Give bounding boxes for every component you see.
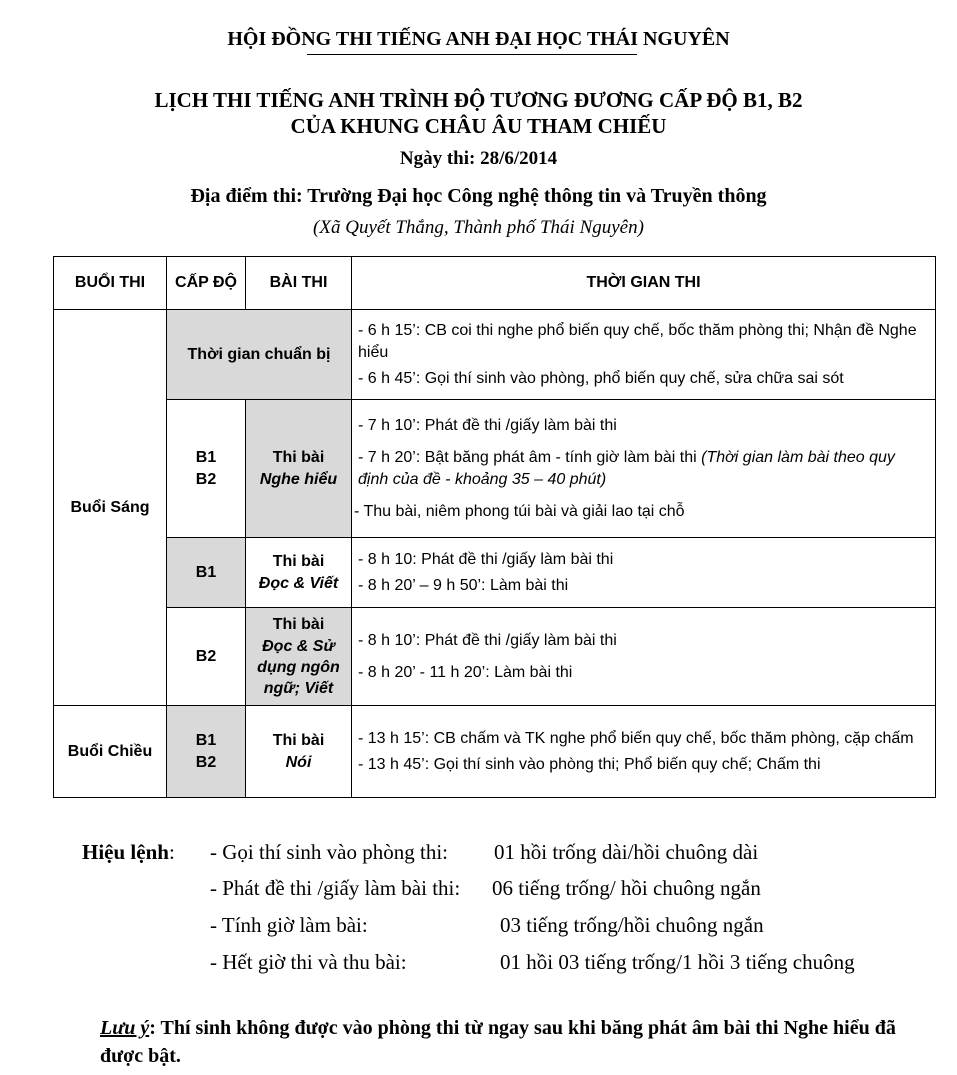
test-name-line-2: Đọc & Viết	[258, 574, 339, 592]
speaking-level	[167, 706, 246, 798]
prep-label-text: Thời gian chuẩn bị	[187, 345, 331, 363]
table-row	[54, 310, 936, 400]
reading-b1-level: B1	[167, 538, 246, 608]
signal-value-4: 01 hồi 03 tiếng trống/1 hồi 3 tiếng chuông	[500, 950, 855, 974]
listening-time-1: - 7 h 10’: Phát đề thi /giấy làm bài thi	[358, 416, 617, 434]
speaking-time-2: - 13 h 45’: Gọi thí sinh vào phòng thi; Phổ biến quy chế; Chấm thi	[358, 755, 821, 773]
listening-time-2-text: - 7 h 20’: Bật băng phát âm - tính giờ làm bài thi	[358, 448, 702, 466]
listening-test	[246, 400, 352, 538]
listening-time-3: - Thu bài, niêm phong túi bài và giải lao tại chỗ	[354, 502, 685, 520]
schedule-table	[53, 256, 936, 798]
signals-label-colon: :	[168, 840, 175, 864]
test-name-line-2: Nghe hiểu	[259, 470, 338, 488]
signal-action-3: - Tính giờ làm bài:	[210, 913, 368, 937]
prep-time-1: - 6 h 15’: CB coi thi nghe phổ biến quy chế, bốc thăm phòng thi; Nhận đề Nghe hiểu	[358, 321, 917, 361]
schedule-title-line-1: LỊCH THI TIẾNG ANH TRÌNH ĐỘ TƯƠNG ĐƯƠNG CẤP ĐỘ B1, B2	[154, 88, 803, 112]
signal-action-1: - Gọi thí sinh vào phòng thi:	[210, 840, 448, 864]
level-b2: B2	[195, 470, 217, 488]
note-label: Lưu ý	[100, 1017, 150, 1039]
level-b1: B1	[195, 448, 217, 466]
table-row	[54, 706, 936, 798]
listening-time-2-note: (Thời gian làm bài theo quy định của đề - khoảng 35 – 40 phút)	[358, 448, 895, 488]
note-text: Thí sinh không được vào phòng thi từ ngay sau khi băng phát âm bài thi Nghe hiểu đã được bật.	[100, 1017, 896, 1067]
signals-label-text: Hiệu lệnh	[82, 840, 169, 864]
signal-value-2: 06 tiếng trống/ hồi chuông ngắn	[492, 876, 761, 900]
table-row	[54, 538, 936, 608]
test-name-line-2: Nói	[285, 753, 312, 771]
speaking-test	[246, 706, 352, 798]
signal-value-1: 01 hồi trống dài/hồi chuông dài	[494, 840, 759, 864]
note-colon: :	[149, 1017, 161, 1039]
note	[100, 1014, 900, 1070]
header-session: BUỔI THI	[54, 257, 167, 310]
reading-b1-time-2: - 8 h 20’ – 9 h 50’: Làm bài thi	[358, 576, 569, 594]
level-b2: B2	[195, 753, 217, 771]
reading-b2-times	[352, 608, 936, 706]
venue-address: (Xã Quyết Thắng, Thành phố Thái Nguyên)	[313, 217, 644, 238]
speaking-times	[352, 706, 936, 798]
session-afternoon: Buổi Chiều	[54, 706, 167, 798]
table-header-row	[54, 257, 936, 310]
reading-b1-times	[352, 538, 936, 608]
level-b1: B1	[195, 731, 217, 749]
header-time: THỜI GIAN THI	[352, 257, 936, 310]
reading-b2-time-1: - 8 h 10’: Phát đề thi /giấy làm bài thi	[358, 631, 617, 649]
reading-b1-test	[246, 538, 352, 608]
reading-b2-test	[246, 608, 352, 706]
test-name-line-1: Thi bài	[272, 731, 325, 749]
header-test: BÀI THI	[246, 257, 352, 310]
test-name-line-1: Thi bài	[272, 616, 325, 633]
table-row	[54, 400, 936, 538]
table-row	[54, 608, 936, 706]
signals-label	[82, 840, 175, 865]
signal-action-2: - Phát đề thi /giấy làm bài thi:	[210, 876, 461, 900]
schedule-title-line-2: CỦA KHUNG CHÂU ÂU THAM CHIẾU	[290, 114, 667, 138]
listening-level	[167, 400, 246, 538]
reading-b2-level: B2	[167, 608, 246, 706]
session-morning: Buổi Sáng	[54, 310, 167, 706]
signal-value-3: 03 tiếng trống/hồi chuông ngắn	[500, 913, 764, 937]
speaking-time-1: - 13 h 15’: CB chấm và TK nghe phổ biến quy chế, bốc thăm phòng, cặp chấm	[358, 729, 914, 747]
organization-title: HỘI ĐỒNG THI TIẾNG ANH ĐẠI HỌC THÁI NGUYÊN	[227, 28, 730, 50]
prep-label	[167, 310, 352, 400]
header-level: CẤP ĐỘ	[167, 257, 246, 310]
reading-b2-time-2: - 8 h 20’ - 11 h 20’: Làm bài thi	[358, 663, 573, 681]
test-name-line-1: Thi bài	[272, 552, 325, 570]
listening-times	[352, 400, 936, 538]
listening-time-2	[358, 447, 929, 491]
reading-b1-time-1: - 8 h 10: Phát đề thi /giấy làm bài thi	[358, 550, 614, 568]
signal-action-4: - Hết giờ thi và thu bài:	[210, 950, 407, 974]
test-name-line-2: Đọc & Sử dụng ngôn ngữ; Viết	[257, 638, 340, 697]
exam-venue: Địa điểm thi: Trường Đại học Công nghệ thông tin và Truyền thông	[190, 185, 767, 207]
prep-times	[352, 310, 936, 400]
title-underline	[307, 54, 637, 55]
prep-time-2: - 6 h 45’: Gọi thí sinh vào phòng, phổ biến quy chế, sửa chữa sai sót	[358, 369, 844, 387]
exam-date: Ngày thi: 28/6/2014	[399, 148, 558, 169]
test-name-line-1: Thi bài	[272, 448, 325, 466]
